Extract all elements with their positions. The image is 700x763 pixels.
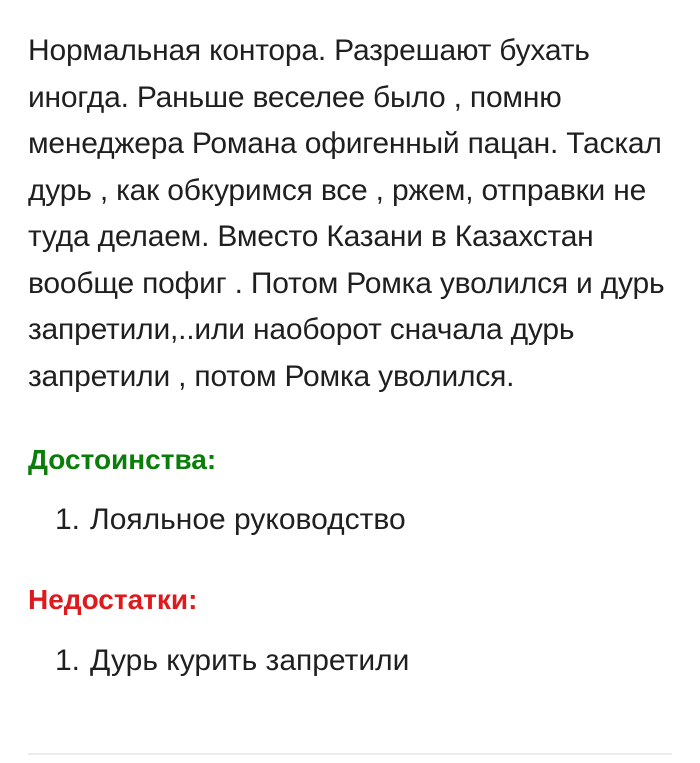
pros-list (28, 498, 678, 542)
section-divider (28, 753, 672, 755)
cons-item-number: 1. (54, 644, 80, 677)
review-card (28, 28, 678, 683)
cons-item-text: Дурь курить запретили (90, 644, 410, 677)
pros-item (28, 498, 678, 542)
pros-item-text: Лояльное руководство (90, 503, 406, 536)
review-text: Нормальная контора. Разрешают бухать иногда. Раньше веселее было , помню менеджера Романа офигенный пацан. Таскал дурь , как обкуримся все , ржем, отправки не туда делаем. Вместо Казани в Казахстан вообще пофиг . Потом Ромка уволился и дурь запретили,..или наоборот сначала дурь запретили , потом Ромка уволился. (28, 34, 665, 393)
cons-heading: Недостатки: (28, 584, 198, 615)
pros-heading: Достоинства: (28, 444, 217, 475)
cons-list (28, 639, 678, 683)
cons-item (28, 639, 678, 683)
pros-item-number: 1. (54, 503, 80, 536)
